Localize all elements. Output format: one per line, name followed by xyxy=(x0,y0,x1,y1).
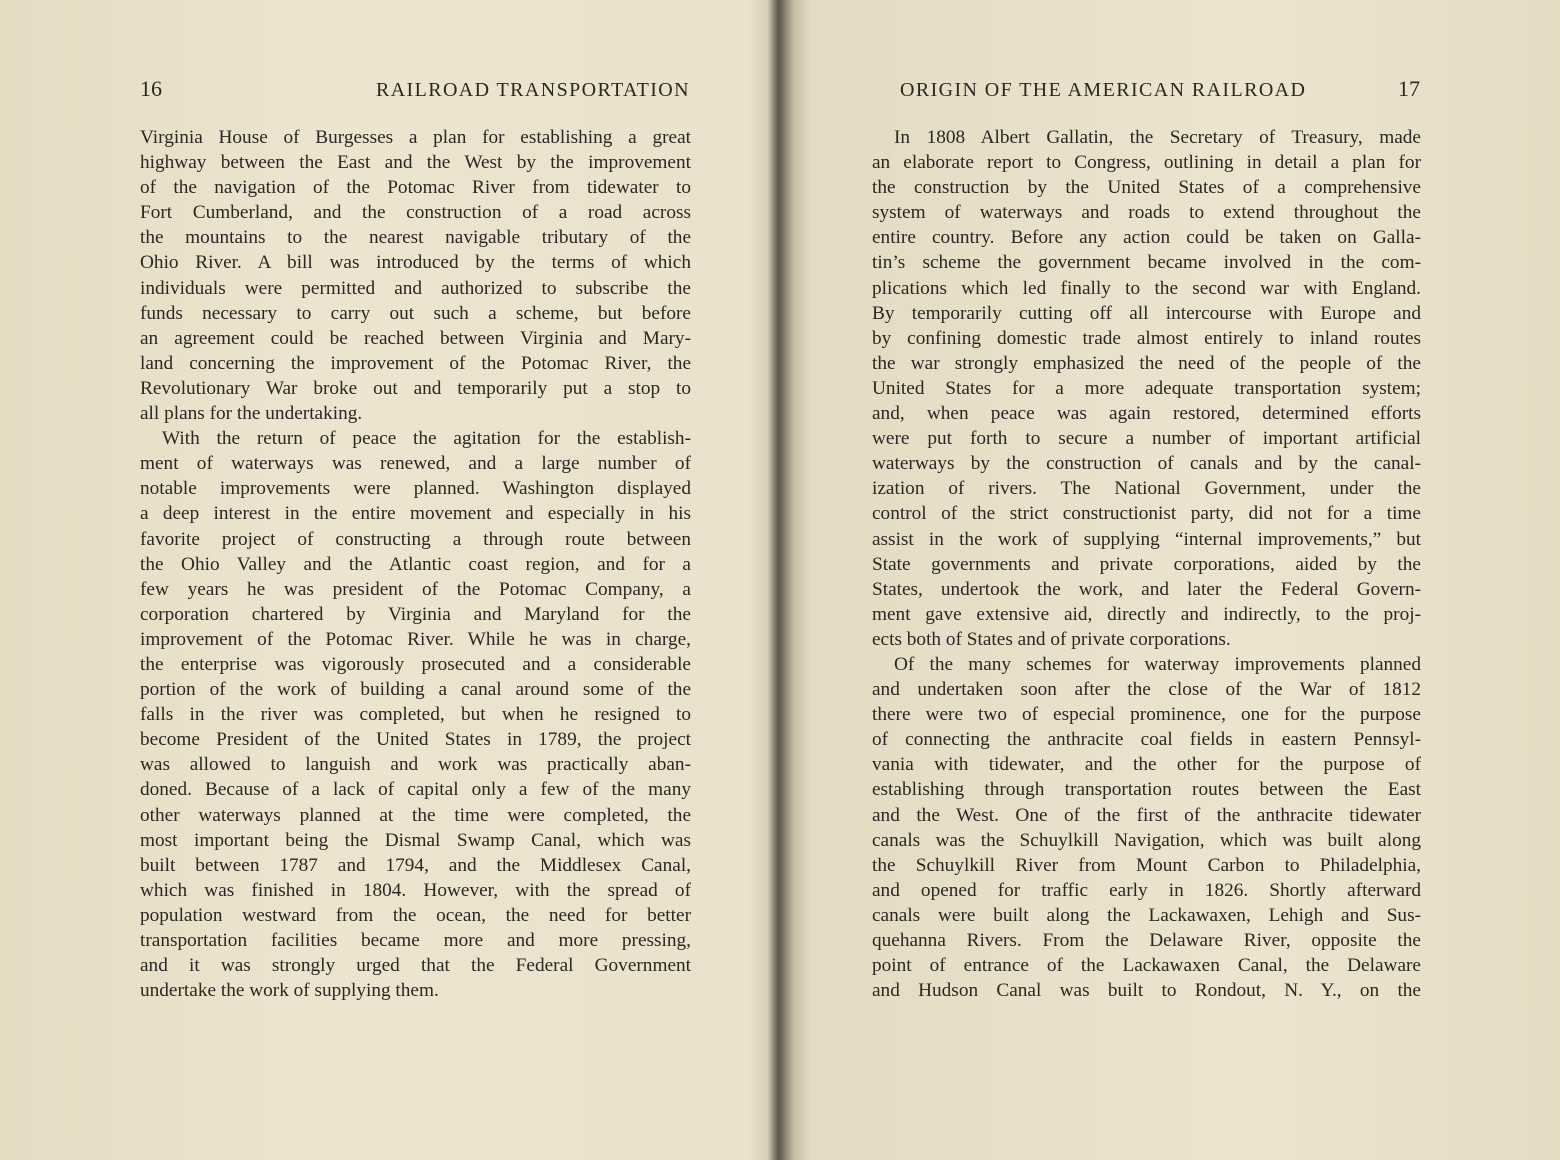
text-line: system of waterways and roads to extend throughout the xyxy=(872,202,1421,224)
text-line: canals was the Schuylkill Navigation, which was built along xyxy=(872,829,1421,851)
text-line: ization of rivers. The National Government, under the xyxy=(872,478,1421,500)
text-line: United States for a more adequate transportation system; xyxy=(872,377,1421,399)
text-line: With the return of peace the agitation for the establish- xyxy=(162,428,691,450)
text-line: plications which led finally to the second war with England. xyxy=(872,277,1421,299)
text-line: ects both of States and of private corporations. xyxy=(872,628,1231,650)
text-line: and opened for traffic early in 1826. Shortly afterward xyxy=(872,879,1421,901)
text-line: and Hudson Canal was built to Rondout, N. Y., on the xyxy=(872,980,1421,1002)
text-line: falls in the river was completed, but when he resigned to xyxy=(140,704,691,726)
text-line: doned. Because of a lack of capital only a few of the many xyxy=(140,779,691,801)
text-line: other waterways planned at the time were completed, the xyxy=(140,804,691,826)
left-page-body xyxy=(140,125,691,1003)
paragraph xyxy=(872,125,1421,652)
text-line: corporation chartered by Virginia and Maryland for the xyxy=(140,603,691,625)
text-line: the enterprise was vigorously prosecuted and a considerable xyxy=(140,653,691,675)
text-line: and the West. One of the first of the anthracite tidewater xyxy=(872,804,1421,826)
text-line: States, undertook the work, and later the Federal Govern- xyxy=(872,578,1421,600)
text-line: establishing through transportation routes between the East xyxy=(872,779,1421,801)
text-line: the Ohio Valley and the Atlantic coast region, and for a xyxy=(140,553,691,575)
text-line: built between 1787 and 1794, and the Middlesex Canal, xyxy=(140,854,691,876)
text-line: all plans for the undertaking. xyxy=(140,403,363,425)
text-line: of connecting the anthracite coal fields in eastern Pennsyl- xyxy=(872,729,1421,751)
page-number: 17 xyxy=(1398,76,1420,101)
text-line: funds necessary to carry out such a scheme, but before xyxy=(140,302,691,324)
text-line: Ohio River. A bill was introduced by the terms of which xyxy=(140,252,691,274)
text-line: favorite project of constructing a through route between xyxy=(140,528,691,550)
text-line: there were two of especial prominence, one for the purpose xyxy=(872,704,1421,726)
text-line: was allowed to languish and work was practically aban- xyxy=(140,754,691,776)
text-line: improvement of the Potomac River. While he was in charge, xyxy=(140,628,691,650)
text-line: individuals were permitted and authorized to subscribe the xyxy=(140,277,691,299)
text-line: by confining domestic trade almost entirely to inland routes xyxy=(872,327,1421,349)
text-line: Revolutionary War broke out and temporarily put a stop to xyxy=(140,377,691,399)
text-line: State governments and private corporations, aided by the xyxy=(872,553,1421,575)
text-line: the mountains to the nearest navigable tributary of the xyxy=(140,227,691,249)
text-line: By temporarily cutting off all intercourse with Europe and xyxy=(872,302,1421,324)
text-line: entire country. Before any action could be taken on Galla- xyxy=(872,227,1421,249)
text-line: land concerning the improvement of the Potomac River, the xyxy=(140,352,691,374)
text-line: point of entrance of the Lackawaxen Canal, the Delaware xyxy=(872,955,1421,977)
text-line: and it was strongly urged that the Federal Government xyxy=(140,955,691,977)
text-line: Virginia House of Burgesses a plan for establishing a great xyxy=(140,127,691,148)
text-line: highway between the East and the West by the improvement xyxy=(140,152,691,174)
running-head: ORIGIN OF THE AMERICAN RAILROAD xyxy=(900,79,1307,101)
paragraph xyxy=(140,426,691,1003)
text-line: notable improvements were planned. Washington displayed xyxy=(140,478,691,500)
right-page-body xyxy=(872,125,1421,1003)
text-line: canals were built along the Lackawaxen, Lehigh and Sus- xyxy=(872,904,1421,926)
text-line: a deep interest in the entire movement and especially in his xyxy=(140,503,691,525)
text-line: Fort Cumberland, and the construction of a road across xyxy=(140,202,691,224)
text-line: ment of waterways was renewed, and a large number of xyxy=(140,453,691,475)
text-line: ment gave extensive aid, directly and indirectly, to the proj- xyxy=(872,603,1421,625)
text-line: an elaborate report to Congress, outlining in detail a plan for xyxy=(872,152,1421,174)
left-page xyxy=(0,0,770,1160)
text-line: population westward from the ocean, the need for better xyxy=(140,904,691,926)
text-line: were put forth to secure a number of important artificial xyxy=(872,428,1421,450)
text-line: quehanna Rivers. From the Delaware River, opposite the xyxy=(872,930,1421,951)
text-line: the Schuylkill River from Mount Carbon to Philadelphia, xyxy=(872,854,1421,876)
page-number: 16 xyxy=(140,76,162,101)
text-line: of the navigation of the Potomac River from tidewater to xyxy=(140,177,691,199)
text-line: an agreement could be reached between Virginia and Mary- xyxy=(140,327,691,349)
text-line: which was finished in 1804. However, with the spread of xyxy=(140,879,691,901)
text-line: and, when peace was again restored, determined efforts xyxy=(872,403,1421,425)
text-line: and undertaken soon after the close of the War of 1812 xyxy=(872,679,1421,701)
text-line: undertake the work of supplying them. xyxy=(140,980,439,1002)
text-line: vania with tidewater, and the other for the purpose of xyxy=(872,754,1421,776)
text-line: the construction by the United States of a comprehensive xyxy=(872,177,1421,199)
paragraph xyxy=(872,652,1421,1003)
text-line: few years he was president of the Potomac Company, a xyxy=(140,578,691,600)
text-line: assist in the work of supplying “internal improvements,” but xyxy=(872,528,1421,550)
left-page-header xyxy=(140,76,690,106)
text-line: waterways by the construction of canals and by the canal- xyxy=(872,453,1421,475)
text-line: In 1808 Albert Gallatin, the Secretary of Treasury, made xyxy=(894,127,1421,148)
text-line: portion of the work of building a canal around some of the xyxy=(140,679,691,701)
text-line: control of the strict constructionist party, did not for a time xyxy=(872,503,1421,525)
text-line: most important being the Dismal Swamp Canal, which was xyxy=(140,829,691,851)
text-line: tin’s scheme the government became involved in the com- xyxy=(872,252,1421,274)
text-line: transportation facilities became more and more pressing, xyxy=(140,930,691,951)
text-line: Of the many schemes for waterway improvements planned xyxy=(894,653,1421,675)
text-line: the war strongly emphasized the need of the people of the xyxy=(872,352,1421,374)
text-line: become President of the United States in 1789, the project xyxy=(140,729,691,751)
paragraph xyxy=(140,125,691,426)
right-page-header xyxy=(900,76,1420,106)
running-head: RAILROAD TRANSPORTATION xyxy=(375,79,690,101)
right-page xyxy=(790,0,1560,1160)
